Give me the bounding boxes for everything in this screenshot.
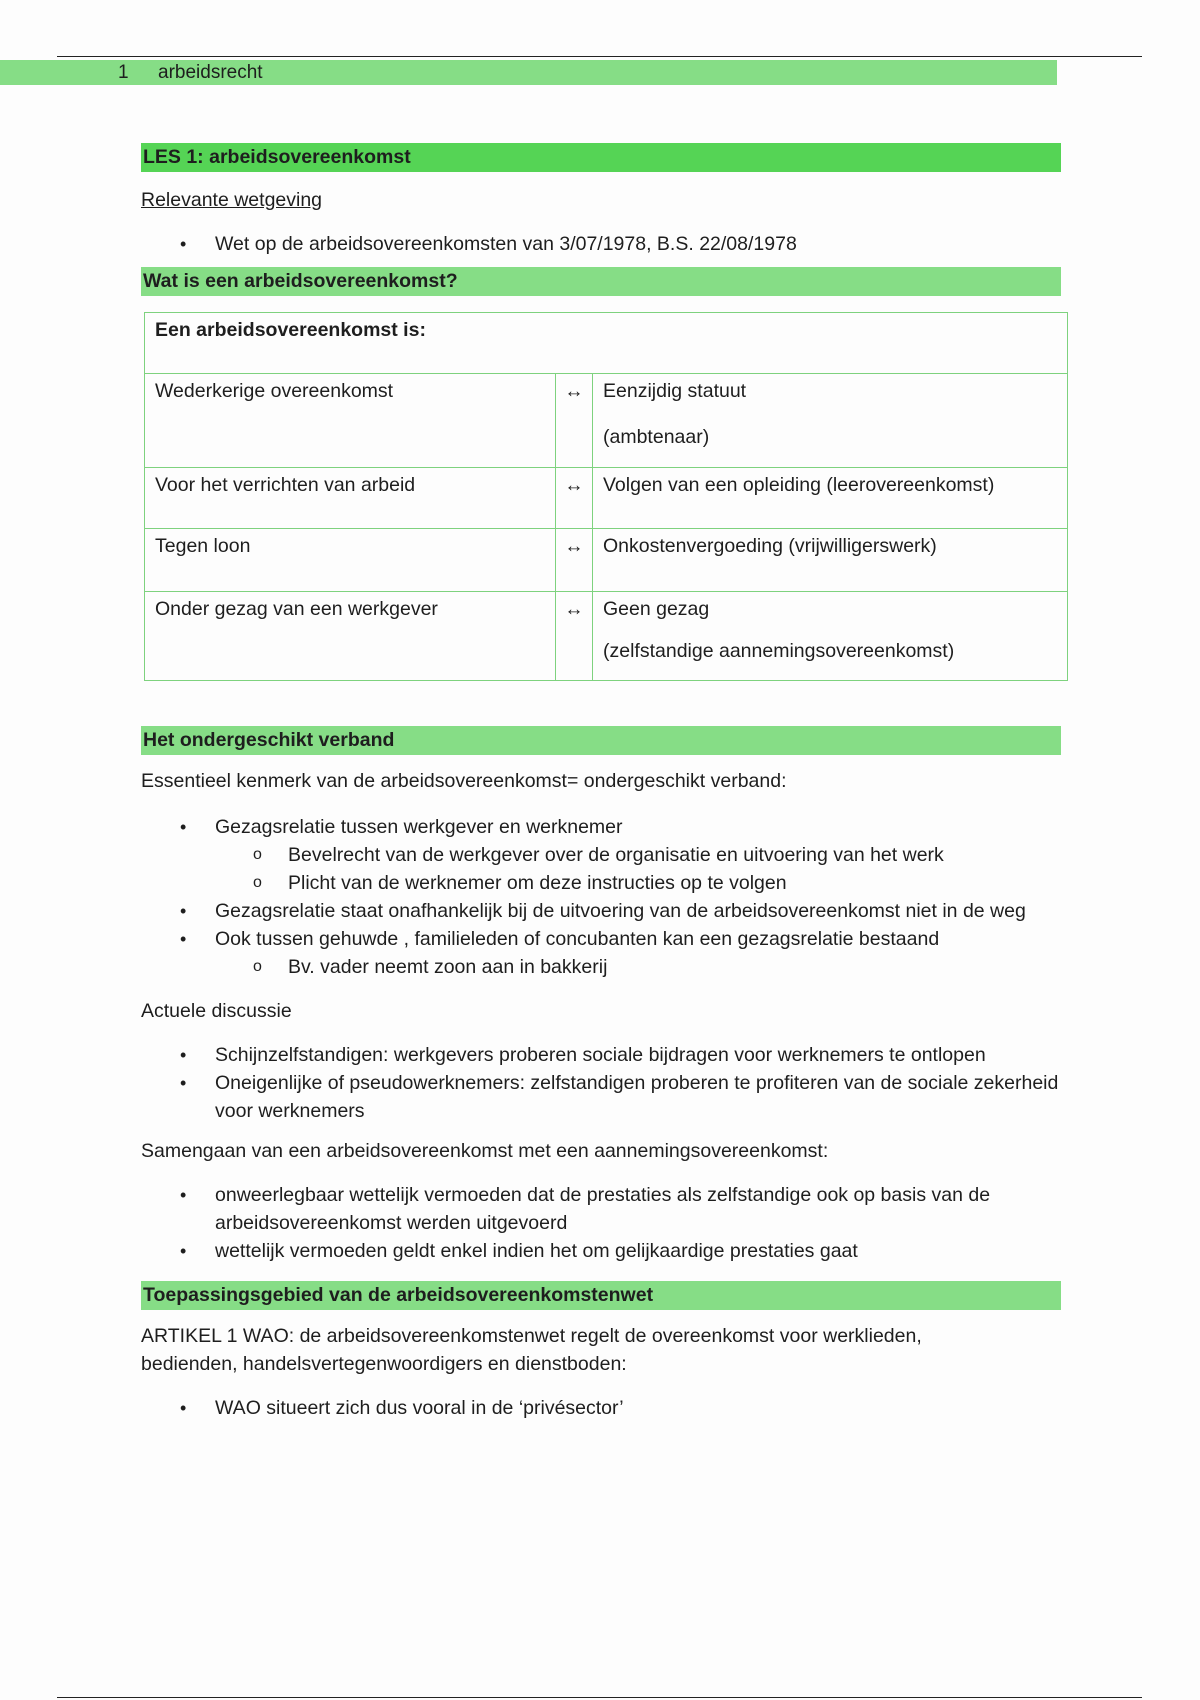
chapter-title: arbeidsrecht bbox=[158, 62, 263, 83]
table-cell-right bbox=[593, 374, 1068, 468]
cell-text: Geen gezag bbox=[603, 598, 710, 620]
document-body bbox=[141, 143, 1061, 1422]
table-cell-right: Onkostenvergoeding (vrijwilligerswerk) bbox=[593, 529, 1068, 592]
scope-text: ARTIKEL 1 WAO: de arbeidsovereenkomstenwet regelt de overeenkomst voor werklieden, bedienden, handelsvertegenwoordigers en dienstboden: bbox=[141, 1325, 922, 1375]
section-heading-scope: Toepassingsgebied van de arbeidsovereenkomstenwet bbox=[141, 1281, 1061, 1310]
combination-list bbox=[141, 1181, 1061, 1265]
relevant-legislation-list bbox=[141, 230, 1061, 258]
lesson-title: LES 1: arbeidsovereenkomst bbox=[141, 143, 1061, 172]
table-header-cell: Een arbeidsovereenkomst is: bbox=[145, 313, 1068, 374]
list-item: • onweerlegbaar wettelijk vermoeden dat de prestaties als zelfstandige ook op basis van de arbeidsovereenkomst werden uitgevoerd bbox=[141, 1181, 1061, 1237]
footer-rule bbox=[57, 1697, 1142, 1698]
chapter-number: 1 bbox=[118, 62, 129, 83]
table-header-row bbox=[145, 313, 1068, 374]
list-item-text: Gezagsrelatie tussen werkgever en werknemer bbox=[215, 816, 623, 838]
discussion-list bbox=[141, 1041, 1061, 1125]
sub-list bbox=[215, 841, 1061, 897]
relevant-legislation-label: Relevante wetgeving bbox=[141, 189, 323, 211]
list-item-text: Ook tussen gehuwde , familieleden of concubanten kan een gezagsrelatie bestaand bbox=[215, 928, 940, 950]
section-heading-subordinate: Het ondergeschikt verband bbox=[141, 726, 1061, 755]
cell-subtext: (zelfstandige aannemingsovereenkomst) bbox=[603, 640, 955, 662]
subordinate-list bbox=[141, 813, 1061, 981]
sub-list bbox=[215, 953, 1061, 981]
table-cell-left: Voor het verrichten van arbeid bbox=[145, 468, 556, 529]
chapter-header bbox=[0, 60, 1057, 85]
subordinate-intro: Essentieel kenmerk van de arbeidsovereenkomst= ondergeschikt verband: bbox=[141, 770, 787, 792]
list-item: • wettelijk vermoeden geldt enkel indien het om gelijkaardige prestaties gaat bbox=[141, 1237, 1061, 1265]
table-row bbox=[145, 374, 1068, 468]
list-item: • Wet op de arbeidsovereenkomsten van 3/07/1978, B.S. 22/08/1978 bbox=[141, 230, 1061, 258]
list-item: • WAO situeert zich dus vooral in de ‘privésector’ bbox=[141, 1394, 1061, 1422]
arrow-icon: ↔ bbox=[556, 592, 593, 681]
table-row bbox=[145, 529, 1068, 592]
sub-list-item: o Plicht van de werknemer om deze instructies op te volgen bbox=[141, 869, 1061, 897]
table-cell-right bbox=[593, 592, 1068, 681]
table-cell-right: Volgen van een opleiding (leerovereenkomst) bbox=[593, 468, 1068, 529]
table-cell-left: Tegen loon bbox=[145, 529, 556, 592]
header-rule bbox=[57, 56, 1142, 57]
discussion-label: Actuele discussie bbox=[141, 1000, 292, 1022]
section-heading-what: Wat is een arbeidsovereenkomst? bbox=[141, 267, 1061, 296]
cell-subtext: (ambtenaar) bbox=[603, 426, 710, 448]
sub-list-item: o Bevelrecht van de werkgever over de organisatie en uitvoering van het werk bbox=[141, 841, 1061, 869]
table-row bbox=[145, 468, 1068, 529]
arrow-icon: ↔ bbox=[556, 529, 593, 592]
table-row bbox=[145, 592, 1068, 681]
list-item bbox=[141, 925, 1061, 981]
list-item bbox=[141, 813, 1061, 897]
table-cell-left: Onder gezag van een werkgever bbox=[145, 592, 556, 681]
cell-text: Eenzijdig statuut bbox=[603, 380, 747, 402]
combination-label: Samengaan van een arbeidsovereenkomst met een aannemingsovereenkomst: bbox=[141, 1140, 829, 1162]
list-item: • Gezagsrelatie staat onafhankelijk bij de uitvoering van de arbeidsovereenkomst niet in de weg bbox=[141, 897, 1061, 925]
list-item: • Oneigenlijke of pseudowerknemers: zelfstandigen proberen te profiteren van de sociale zekerheid voor werknemers bbox=[141, 1069, 1061, 1125]
arrow-icon: ↔ bbox=[556, 374, 593, 468]
definition-table bbox=[144, 312, 1068, 681]
table-cell-left: Wederkerige overeenkomst bbox=[145, 374, 556, 468]
sub-list-item: o Bv. vader neemt zoon aan in bakkerij bbox=[141, 953, 1061, 981]
arrow-icon: ↔ bbox=[556, 468, 593, 529]
list-item: • Schijnzelfstandigen: werkgevers proberen sociale bijdragen voor werknemers te ontlopen bbox=[141, 1041, 1061, 1069]
scope-list bbox=[141, 1394, 1061, 1422]
